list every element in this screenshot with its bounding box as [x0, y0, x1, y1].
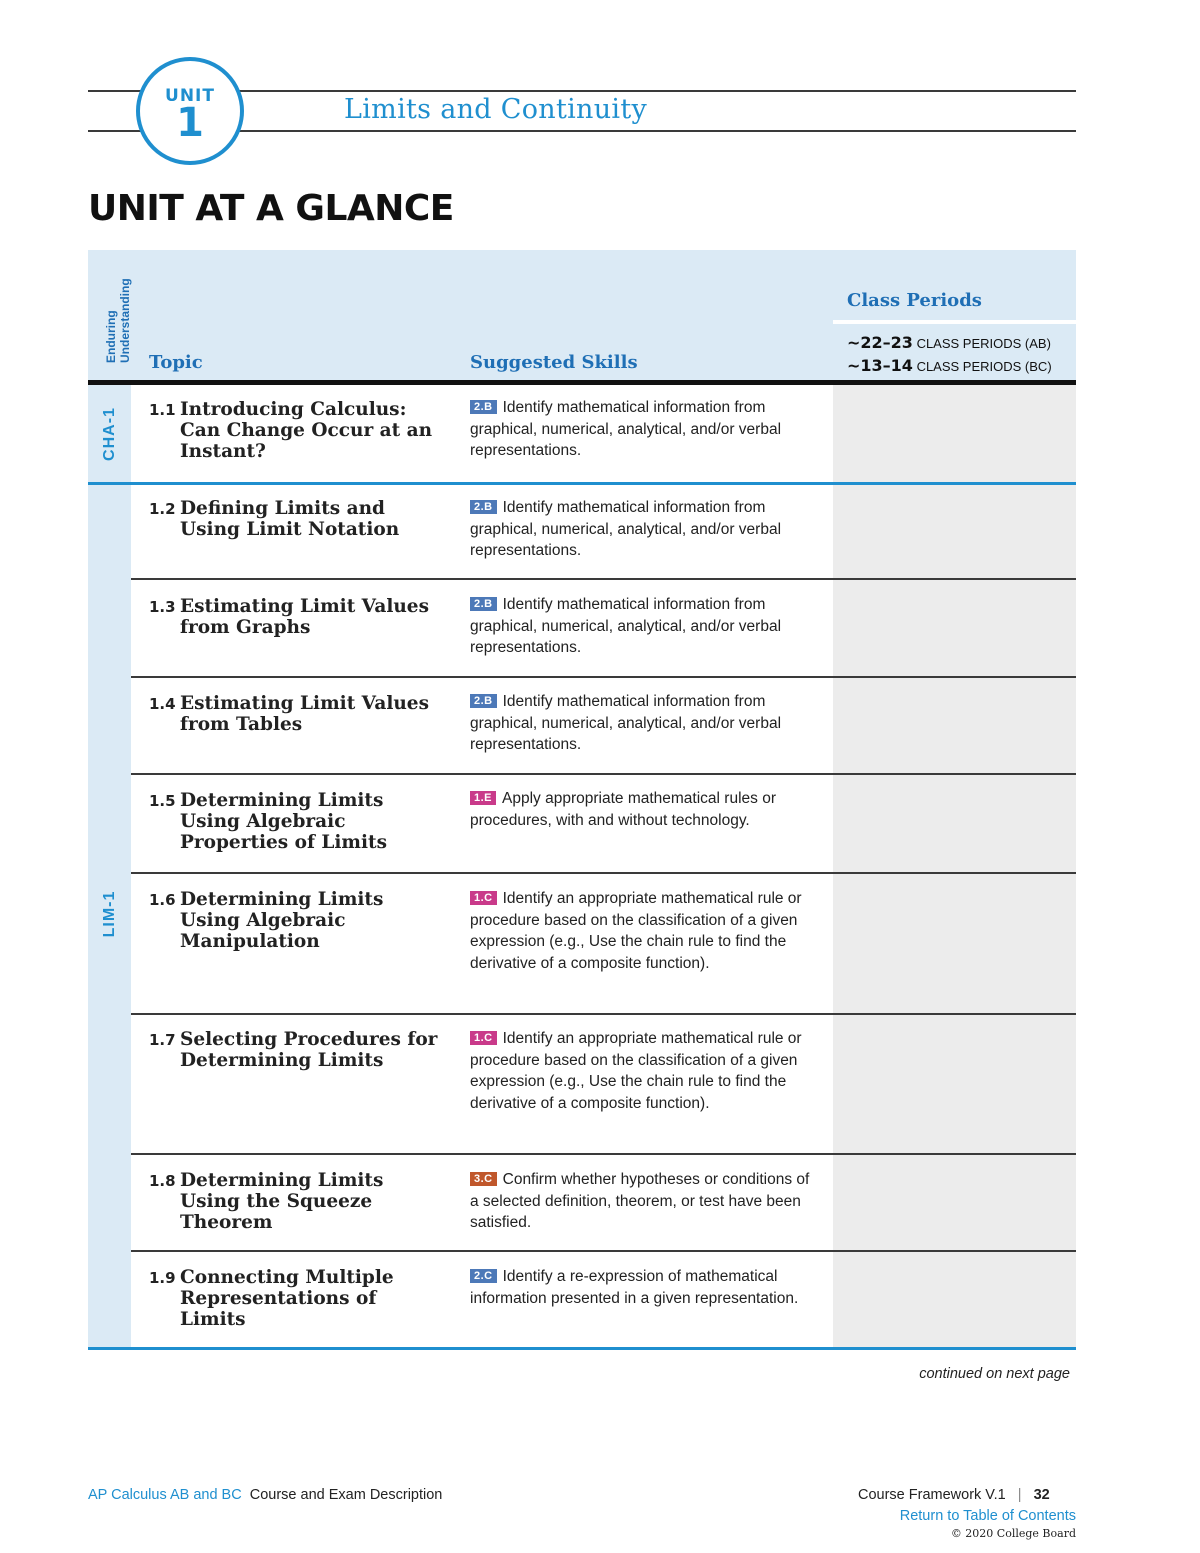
topic-1-3	[149, 596, 449, 638]
page-number: 32	[1033, 1487, 1050, 1503]
skill-tag: 1.C	[470, 1031, 497, 1045]
skill-1-8	[470, 1169, 820, 1234]
skill-text: Identify mathematical information from graphical, numerical, analytical, and/or verbal representations.	[470, 693, 782, 753]
topic-1-9	[149, 1267, 449, 1330]
topic-title: Defining Limits and Using Limit Notation	[180, 498, 400, 540]
row-separator	[131, 1153, 1076, 1155]
table-bottom-rule	[88, 1347, 1076, 1350]
skill-1-3	[470, 594, 820, 659]
topic-1-2	[149, 498, 449, 540]
ab-label: CLASS PERIODS (AB)	[916, 336, 1051, 351]
row-separator	[131, 1013, 1076, 1015]
topic-1-5	[149, 790, 449, 853]
footer-framework	[858, 1487, 1050, 1503]
unit-title: Limits and Continuity	[344, 94, 648, 125]
topic-number: 1.4	[149, 695, 176, 713]
class-periods-header: Class Periods	[847, 290, 982, 311]
topic-title: Determining Limits Using Algebraic Properties of Limits	[180, 790, 387, 853]
copyright: © 2020 College Board	[950, 1527, 1076, 1540]
group-separator	[88, 482, 1076, 485]
page-heading: UNIT AT A GLANCE	[88, 188, 454, 229]
skill-text: Confirm whether hypotheses or conditions of a selected definition, theorem, or test have been satisfied.	[470, 1171, 810, 1231]
row-separator	[131, 578, 1076, 580]
row-separator	[131, 676, 1076, 678]
footer-divider: |	[1017, 1487, 1022, 1503]
topic-number: 1.7	[149, 1031, 176, 1049]
class-periods-column	[833, 385, 1076, 1348]
skill-1-1	[470, 397, 820, 462]
skill-tag: 2.B	[470, 694, 497, 708]
skill-tag: 1.C	[470, 891, 497, 905]
skill-tag: 3.C	[470, 1172, 497, 1186]
skill-tag: 2.C	[470, 1269, 497, 1283]
topic-1-6	[149, 889, 449, 952]
skill-1-6	[470, 888, 820, 974]
skill-text: Identify mathematical information from graphical, numerical, analytical, and/or verbal representations.	[470, 499, 782, 559]
ab-range: ~22–23	[847, 333, 913, 352]
course-description: Course and Exam Description	[249, 1487, 443, 1503]
skill-1-7	[470, 1028, 820, 1114]
skill-tag: 2.B	[470, 500, 497, 514]
topic-title: Introducing Calculus: Can Change Occur at an Instant?	[180, 399, 433, 462]
topic-number: 1.1	[149, 401, 176, 419]
topic-number: 1.8	[149, 1172, 176, 1190]
topic-title: Estimating Limit Values from Graphs	[180, 596, 429, 638]
footer-course	[88, 1487, 442, 1503]
topic-1-1	[149, 399, 449, 462]
topic-title: Determining Limits Using the Squeeze Theorem	[180, 1170, 384, 1233]
skill-1-5	[470, 788, 820, 831]
unit-word: UNIT	[165, 86, 215, 106]
suggested-skills-header: Suggested Skills	[470, 352, 638, 373]
skill-text: Identify a re-expression of mathematical information presented in a given representation.	[470, 1268, 799, 1307]
topic-number: 1.6	[149, 891, 176, 909]
topic-1-4	[149, 693, 449, 735]
unit-number: 1	[176, 100, 204, 146]
skill-1-9	[470, 1266, 820, 1309]
row-separator	[131, 773, 1076, 775]
row-separator	[131, 1250, 1076, 1252]
topic-number: 1.9	[149, 1269, 176, 1287]
bc-label: CLASS PERIODS (BC)	[916, 359, 1052, 374]
topic-number: 1.5	[149, 792, 176, 810]
topic-number: 1.3	[149, 598, 176, 616]
skill-text: Identify mathematical information from graphical, numerical, analytical, and/or verbal representations.	[470, 399, 782, 459]
continued-note: continued on next page	[919, 1366, 1070, 1382]
topic-header: Topic	[149, 352, 203, 373]
topic-title: Connecting Multiple Representations of Limits	[180, 1267, 394, 1330]
unit-badge	[136, 57, 244, 165]
framework-label: Course Framework V.1	[858, 1487, 1006, 1503]
eu-code-cha-1: CHA-1	[101, 407, 118, 461]
class-periods-divider	[833, 320, 1076, 324]
skill-tag: 2.B	[470, 400, 497, 414]
skill-text: Identify an appropriate mathematical rule or procedure based on the classification of a given expression (e.g., Use the chain rule to find the derivative of a composite function).	[470, 890, 802, 972]
toc-link[interactable]: Return to Table of Contents	[899, 1508, 1076, 1524]
skill-1-2	[470, 497, 820, 562]
topic-1-7	[149, 1029, 449, 1071]
bc-range: ~13–14	[847, 356, 913, 375]
course-name: AP Calculus AB and BC	[88, 1487, 242, 1503]
topic-title: Determining Limits Using Algebraic Manipulation	[180, 889, 384, 952]
skill-tag: 2.B	[470, 597, 497, 611]
skill-text: Identify an appropriate mathematical rule or procedure based on the classification of a given expression (e.g., Use the chain rule to find the derivative of a composite function).	[470, 1030, 802, 1112]
topic-1-8	[149, 1170, 449, 1233]
topic-title: Estimating Limit Values from Tables	[180, 693, 429, 735]
topic-title: Selecting Procedures for Determining Limits	[180, 1029, 438, 1071]
enduring-understanding-header: Enduring Understanding	[104, 278, 132, 363]
skill-text: Apply appropriate mathematical rules or procedures, with and without technology.	[470, 790, 776, 829]
eu-code-lim-1: LIM-1	[101, 890, 118, 938]
row-separator	[131, 872, 1076, 874]
class-periods-bc	[847, 356, 1052, 375]
class-periods-ab	[847, 333, 1051, 352]
topic-number: 1.2	[149, 500, 176, 518]
skill-tag: 1.E	[470, 791, 496, 805]
skill-text: Identify mathematical information from graphical, numerical, analytical, and/or verbal representations.	[470, 596, 782, 656]
skill-1-4	[470, 691, 820, 756]
